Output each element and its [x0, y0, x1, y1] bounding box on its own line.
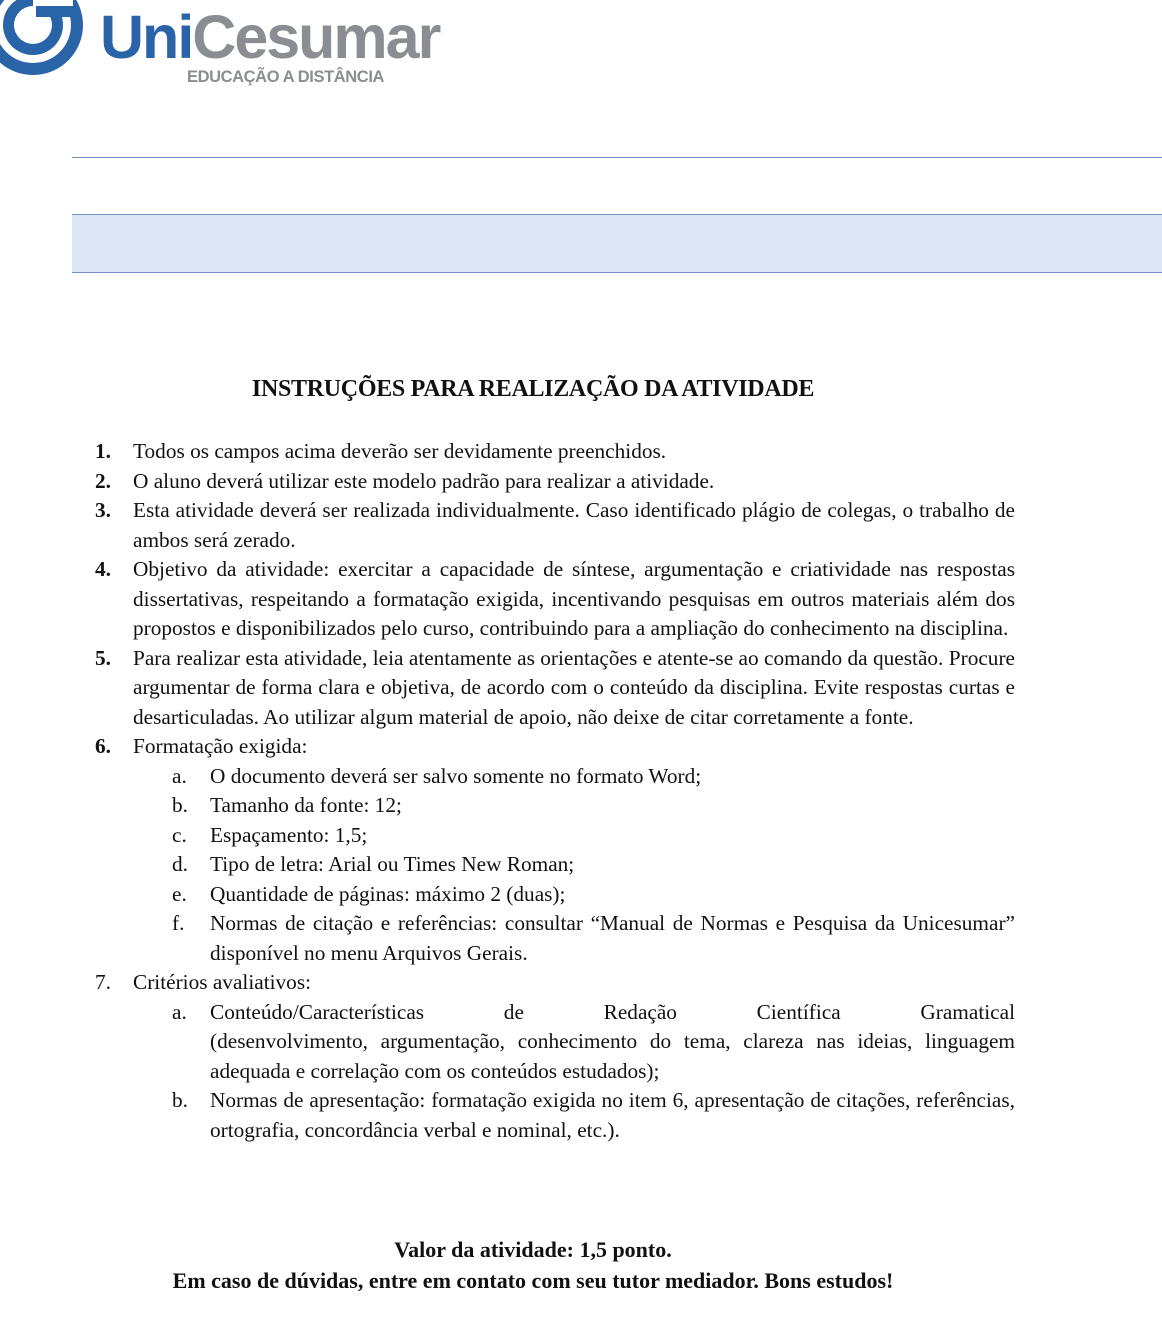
sub-text: Espaçamento: 1,5; — [210, 822, 368, 847]
item-number: 2. — [95, 468, 111, 493]
item-text: Critérios avaliativos: — [133, 970, 312, 994]
logo-wordmark: UniCesumar — [100, 3, 440, 71]
sub-letter: d. — [172, 852, 188, 876]
item-number: 7. — [95, 970, 111, 994]
sub-letter: f. — [172, 911, 185, 935]
item-text: O aluno deverá utilizar este modelo padrão para realizar a atividade. — [133, 468, 715, 493]
item-text: Formatação exigida: — [133, 734, 308, 758]
sub-letter: c. — [172, 822, 187, 847]
header-divider — [72, 157, 1162, 158]
list-item — [95, 644, 1015, 733]
item-text: Todos os campos acima deverão ser devidamente preenchidos. — [133, 439, 667, 463]
sub-item — [95, 791, 1015, 821]
logo-mark-icon — [0, 0, 88, 80]
activity-value: Valor da atividade: 1,5 ponto. — [394, 1237, 672, 1262]
unicesumar-logo — [0, 0, 440, 95]
list-item — [95, 555, 1015, 644]
sub-text: Normas de citação e referências: consultar “Manual de Normas e Pesquisa da Unicesumar” disponível no menu Arquivos Gerais. — [210, 911, 1015, 965]
list-item — [95, 496, 1015, 555]
sub-letter: a. — [172, 999, 187, 1024]
list-item — [95, 968, 1015, 998]
sub-text: Tipo de letra: Arial ou Times New Roman; — [210, 852, 575, 876]
sub-item — [95, 1086, 1015, 1145]
item-text: Para realizar esta atividade, leia atentamente as orientações e atente-se ao comando da questão. Procure argumentar de forma clara e objetiva, de acordo com o conteúdo da disciplina. Evite respostas curtas e desarticuladas. Ao utilizar algum material de apoio, não deixe de citar corretamente a fonte. — [133, 645, 1015, 729]
header-band — [72, 214, 1162, 273]
instructions-list — [95, 437, 1015, 1145]
sub-item — [95, 880, 1015, 910]
item-number: 3. — [95, 498, 111, 522]
sub-letter: a. — [172, 763, 187, 788]
item-number: 6. — [95, 734, 111, 758]
item-number: 5. — [95, 645, 111, 670]
sub-text: Tamanho da fonte: 12; — [210, 793, 402, 817]
list-item — [95, 467, 1015, 497]
sub-item — [95, 821, 1015, 851]
sub-letter: b. — [172, 793, 188, 817]
sub-text-rest: (desenvolvimento, argumentação, conhecimento do tema, clareza nas ideias, linguagem adequada e correlação com os conteúdos estudados); — [210, 1029, 1015, 1083]
sub-text: Normas de apresentação: formatação exigida no item 6, apresentação de citações, referências, ortografia, concordância verbal e nominal, etc.). — [210, 1088, 1015, 1142]
sub-text: O documento deverá ser salvo somente no formato Word; — [210, 763, 702, 788]
sub-letter: b. — [172, 1088, 188, 1112]
sub-letter: e. — [172, 881, 187, 906]
sub-item — [95, 762, 1015, 792]
contact-note: Em caso de dúvidas, entre em contato com seu tutor mediador. Bons estudos! — [172, 1268, 894, 1293]
sub-item — [95, 998, 1015, 1087]
list-item — [95, 437, 1015, 467]
item-text: Objetivo da atividade: exercitar a capacidade de síntese, argumentação e criatividade nas respostas dissertativas, respeitando a formatação exigida, incentivando pesquisas em outros materiais além dos propostos e disponibilizados pelo curso, contribuindo para a ampliação do conhecimento na disciplina. — [133, 557, 1015, 640]
sub-item — [95, 850, 1015, 880]
item-text: Esta atividade deverá ser realizada individualmente. Caso identificado plágio de colegas, o trabalho de ambos será zerado. — [133, 498, 1015, 552]
list-item — [95, 732, 1015, 762]
sub-text: Quantidade de páginas: máximo 2 (duas); — [210, 881, 566, 906]
sub-item — [95, 909, 1015, 968]
logo-subtitle: EDUCAÇÃO A DISTÂNCIA — [187, 68, 385, 86]
sub-text-first-line: Conteúdo/Características de Redação Científica Gramatical — [210, 999, 1015, 1024]
item-number: 1. — [95, 439, 111, 463]
page-title: INSTRUÇÕES PARA REALIZAÇÃO DA ATIVIDADE — [251, 376, 815, 402]
item-number: 4. — [95, 557, 111, 581]
